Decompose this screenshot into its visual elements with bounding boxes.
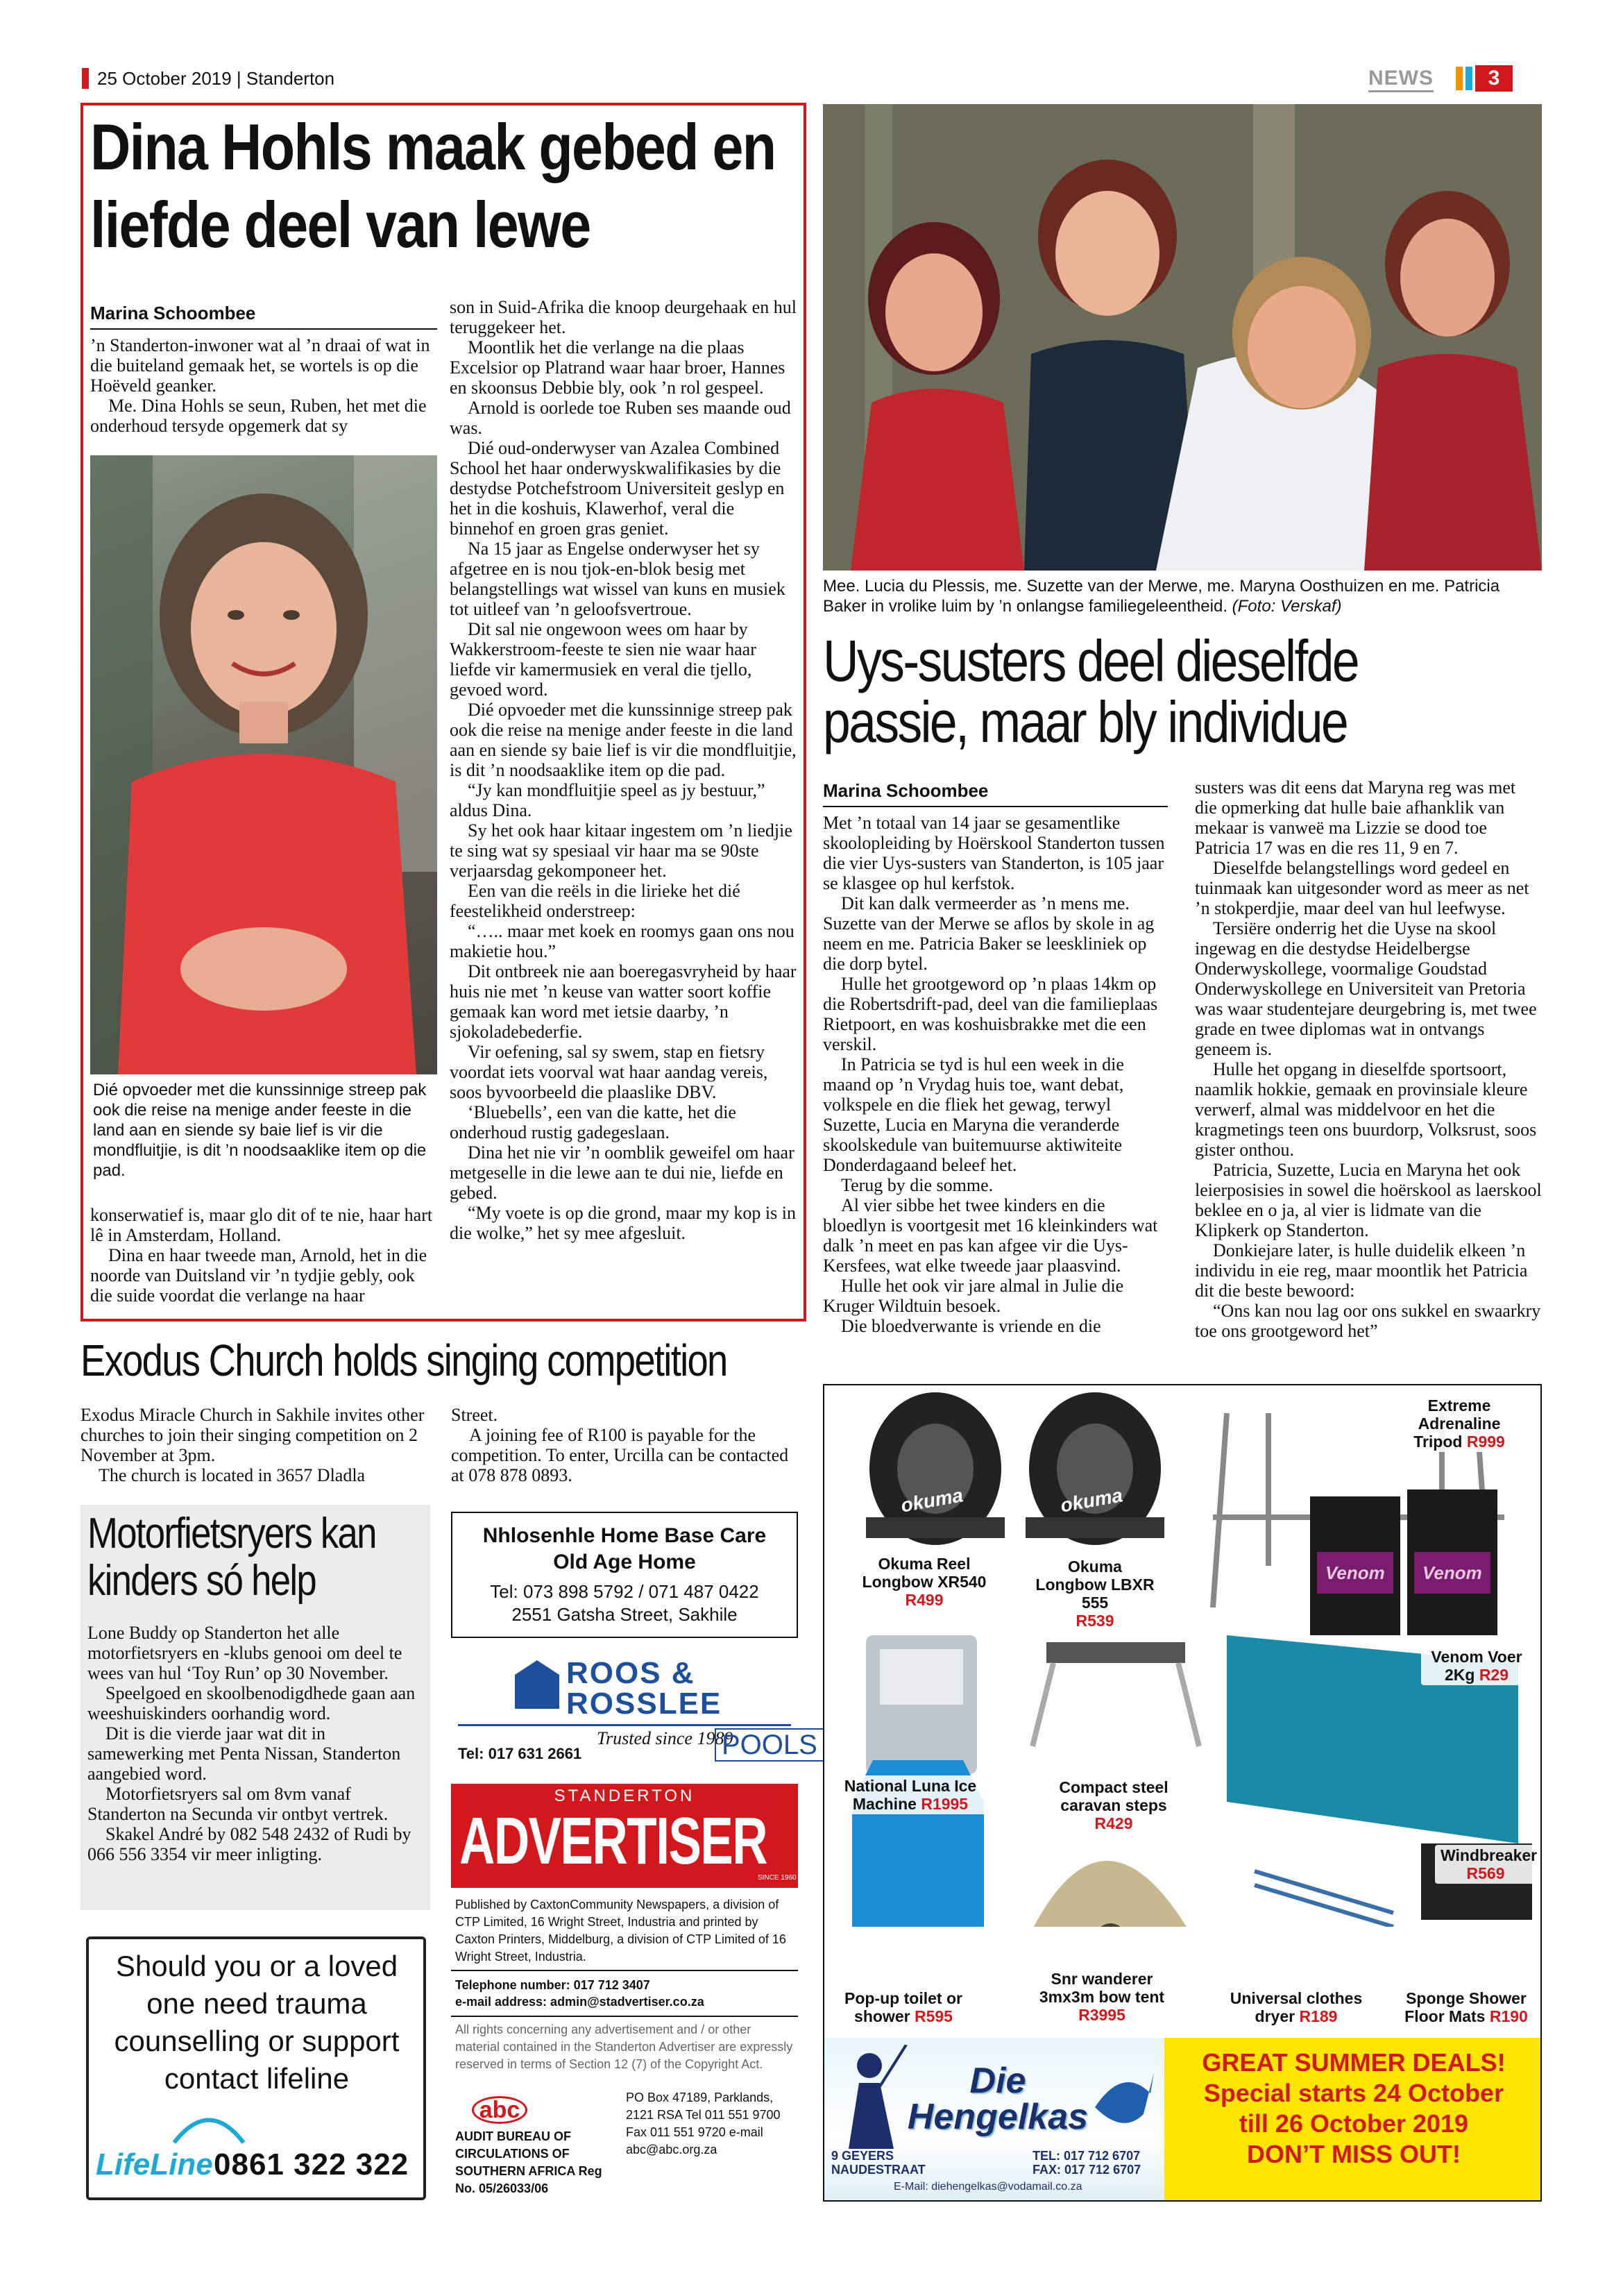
paragraph: Donkiejare later, is hulle duidelik elkeen ’n individu in eie reg, maar moontlik het Patricia dit die beste bewoord: (1195, 1240, 1528, 1301)
article-column-2 (450, 297, 800, 1243)
lifeline-phone[interactable]: 0861 322 322 (214, 2147, 409, 2181)
exodus-column-2 (451, 1405, 802, 1485)
lifeline-message: Should you or a loved one need trauma counselling or support contact lifeline (114, 1950, 400, 2095)
lifeline-arc-icon (171, 2104, 247, 2146)
product-price: R999 (1466, 1433, 1505, 1451)
paragraph: Dit is die vierde jaar wat dit in samewerking met Penta Nissan, Standerton aangebied word. (87, 1723, 401, 1784)
motorfietsryers-body (87, 1623, 423, 1864)
hengelkas-email[interactable]: E-Mail: diehengelkas@vodamail.co.za (894, 2181, 1082, 2193)
hengelkas-address: 9 GEYERS NAUDESTRAAT (831, 2149, 926, 2177)
paragraph: konserwatief is, maar glo dit of te nie, haar hart lê in Amsterdam, Holland. (90, 1205, 433, 1245)
product-label-popup-toilet[interactable] (834, 1988, 973, 2027)
product-label-clothes-dryer[interactable] (1213, 1988, 1379, 2027)
roos-rosslee-ad[interactable] (451, 1655, 817, 1767)
hengelkas-fax: FAX: 017 712 6707 (1033, 2163, 1141, 2177)
roos-pools: POOLS (715, 1728, 824, 1762)
paragraph: Een van die reëls in die lirieke het dié feestelikheid onderstreep: (450, 881, 740, 921)
uys-column-2 (1195, 777, 1542, 1341)
masthead-top: STANDERTON (554, 1787, 695, 1805)
paragraph: Dit sal nie ongewoon wees om haar by Wakkerstroom-feeste te sien nie waar haar liefde vir kamermusiek en veral die tjello, gevoed word. (450, 619, 756, 700)
abc-contact: PO Box 47189, Parklands, 2121 RSA Tel 011 551 9700 Fax 011 551 9720 e-mail abc@abc.org.za (626, 2091, 781, 2156)
product-name: Okuma Longbow LBXR 555 (1035, 1558, 1155, 1612)
article-column-1 (90, 300, 437, 436)
masthead-name: ADVERTISER (459, 1804, 767, 1878)
fisherman-icon (831, 2045, 908, 2149)
product-price: R595 (914, 2007, 953, 2025)
product-name: Universal clothes dryer (1230, 1989, 1363, 2025)
paragraph: A joining fee of R100 is payable for the competition. To enter, Urcilla can be contacted at 078 878 0893. (451, 1425, 789, 1485)
masthead-logo (451, 1784, 798, 1888)
imprint-telephone: Telephone number: 017 712 3407 (455, 1978, 650, 1992)
product-label-caravan-steps[interactable] (1041, 1777, 1187, 1834)
ad-address: 2551 Gatsha Street, Sakhile (511, 1604, 738, 1625)
hengelkas-ad[interactable] (823, 1384, 1542, 2202)
product-price: R499 (905, 1591, 944, 1609)
paragraph: susters was dit eens dat Maryna reg was met die opmerking dat hulle baie afhanklik van mekaar is vanweë ma Lizzie se dood toe Patricia 17 was en die res 11, 9 en 7. (1195, 777, 1516, 858)
paragraph: ‘Bluebells’, een van die katte, het die onderhoud rustig gadegeslaan. (450, 1102, 736, 1142)
paragraph: “Jy kan mondfluitjie speel as jy bestuur,” aldus Dina. (450, 780, 765, 820)
photo-dina-hohls (90, 455, 437, 1074)
product-label-tripod[interactable] (1386, 1395, 1532, 1452)
photo-caption-uys (823, 576, 1542, 616)
deals-headline: GREAT SUMMER DEALS! (1202, 2048, 1506, 2077)
page-number: 3 (1475, 65, 1513, 92)
product-price: R429 (1094, 1814, 1133, 1832)
product-label-floor-mats[interactable] (1393, 1988, 1539, 2027)
paragraph: Al vier sibbe het twee kinders en die bloedlyn is voortgesit met 16 kleinkinders wat dalk ’n meet en pas kan afgee vir die Uys-Kersfees, wat elke tweede jaar plaasvind. (823, 1195, 1158, 1276)
reel-illustration (1026, 1392, 1164, 1545)
hengelkas-logo: Die Hengelkas (907, 2061, 1089, 2137)
paragraph: Patricia, Suzette, Lucia en Maryna het ook leierposisies in sowel die hoërskool as laerskool beklee en o ja, al vier is lidmate van die Klipkerk op Standerton. (1195, 1160, 1542, 1240)
roos-telephone: Tel: 017 631 2661 (458, 1745, 582, 1762)
paragraph: Terug by die somme. (841, 1175, 994, 1195)
headline-exodus: Exodus Church holds singing competition (80, 1335, 727, 1385)
header-date-location: 25 October 2019 | Standerton (97, 68, 335, 89)
group-photo-illustration (823, 104, 1542, 571)
product-price: R1995 (921, 1795, 969, 1813)
paragraph: Vir oefening, sal sy swem, stap en fietsry voordat iets voorval wat haar aandag vereis, soos byvoorbeeld die plaaslike DBV. (450, 1042, 768, 1102)
reel-brand-text: okuma (1058, 1484, 1125, 1517)
product-label-reel-xr540[interactable] (848, 1553, 1001, 1610)
article-column-1-continued (90, 1205, 437, 1306)
paragraph: Tersiëre onderrig het die Uyse na skool ingewag en die destydse Heidelbergse Onderwyskollege, voormalige Goudstad Onderwyskollege en Universiteit van Pretoria was waar studentejare deurgebring is, met twee grade en twee diplomas wat in ontvangs geneem is. (1195, 918, 1537, 1059)
headline-motorfietsryers: Motorfietsryers kan kinders só help (87, 1510, 376, 1605)
hengelkas-tel: TEL: 017 712 6707 (1033, 2149, 1141, 2163)
product-price: R539 (1076, 1612, 1114, 1630)
paragraph: Speelgoed en skoolbenodigdhede gaan aan weeshuiskinders oorhandig word. (87, 1683, 416, 1723)
imprint-rights: All rights concerning any advertisement and / or other material contained in the Standerton Advertiser are expressly reserved in terms of Section 12 (7) of the Copyright Act. (455, 2023, 793, 2071)
product-label-ice-machine[interactable] (834, 1775, 987, 1814)
roos-name-line2: ROSSLEE (566, 1687, 722, 1721)
product-name: Extreme Adrenaline Tripod (1413, 1396, 1501, 1451)
header-color-block (1465, 67, 1472, 90)
product-name: Venom Voer 2Kg (1431, 1648, 1522, 1684)
paragraph: Dit kan dalk vermeerder as ’n mens me. Suzette van der Merwe se aflos by skole in ag neem en me. Patricia Baker se leeskliniek op die dorp bytel. (823, 893, 1155, 974)
product-name: National Luna Ice Machine (844, 1777, 977, 1813)
paragraph: “My voete is op die grond, maar my kop is in die wolke,” het sy mee afgesluit. (450, 1203, 796, 1243)
tent-illustration (1012, 1861, 1213, 1927)
imprint-published: Published by CaxtonCommunity Newspapers, a division of CTP Limited, 16 Wright Street, Industria and printed by Caxton Printers, Middelburg, a division of CTP Limited of 16 Wright Street, Industria. (455, 1898, 786, 1964)
paragraph: Dié oud-onderwyser van Azalea Combined School het haar onderwyskwalifikasies by die destydse Potchefstroom Universiteit geslyp en het in die koshuis, Klawerhof, veral die binnehof en groen gras geniet. (450, 438, 785, 539)
byline: Marina Schoombee (90, 300, 437, 330)
paragraph: Moontlik het die verlange na die plaas Excelsior op Platrand waar haar broer, Hannes en skoonsus Debbie bly, ook ’n rol gespeel. (450, 337, 785, 398)
product-label-tent[interactable] (1019, 1968, 1185, 2025)
bag-brand-text: Venom (1422, 1562, 1482, 1583)
header-color-block (1456, 67, 1463, 90)
product-label-reel-lbxr555[interactable] (1026, 1556, 1164, 1631)
ice-machine-illustration (866, 1635, 977, 1774)
article-dina-hohls (80, 103, 806, 1322)
product-price: R569 (1466, 1864, 1505, 1882)
product-label-windbreaker[interactable] (1435, 1845, 1536, 1884)
roos-name-line1: ROOS & (566, 1656, 695, 1690)
product-price: R3995 (1078, 2006, 1125, 2024)
header-red-marker (82, 68, 89, 89)
lifeline-ad[interactable] (86, 1936, 426, 2200)
paragraph: Skakel André by 082 548 2432 of Rudi by 066 556 3354 vir meer inligting. (87, 1824, 411, 1864)
paragraph: Dina het nie vir ’n oomblik geweifel om haar metgeselle in die lewe aan te dui nie, liefde en gebed. (450, 1142, 794, 1203)
photo-credit: (Foto: Verskaf) (1232, 597, 1342, 616)
imprint-email: e-mail address: admin@stadvertiser.co.za (455, 1995, 704, 2009)
product-price: R190 (1489, 2007, 1528, 2025)
paragraph: “….. maar met koek en roomys gaan ons nou makietie hou.” (450, 921, 794, 961)
headline: Dina Hohls maak gebed en liefde deel van lewe (90, 110, 776, 261)
paragraph: ’n Standerton-inwoner wat al ’n draai of wat in die buiteland gemaak het, se wortels is op die Hoëveld geanker. (90, 335, 430, 396)
paragraph: Me. Dina Hohls se seun, Ruben, het met die onderhoud tersyde opgemerk dat sy (90, 396, 427, 436)
ad-telephone: Tel: 073 898 5792 / 071 487 0422 (490, 1581, 759, 1602)
product-price: R189 (1299, 2007, 1338, 2025)
masthead-since: SINCE 1960 (758, 1874, 797, 1882)
paragraph: son in Suid-Afrika die knoop deurgehaak en hul teruggekeer het. (450, 297, 797, 337)
byline: Marina Schoombee (823, 777, 1168, 807)
imprint-box (451, 1784, 798, 2200)
paragraph: Sy het ook haar kitaar ingestem om ’n liedjie te sing wat sy spesiaal vir haar ma se 90ste verjaarsdag gekomponeer het. (450, 820, 792, 881)
paragraph: Arnold is oorlede toe Ruben ses maande oud was. (450, 398, 791, 438)
roos-tagline: Trusted since 1989 (597, 1728, 733, 1748)
paragraph: Hulle het ook vir jare almal in Julie die Kruger Wildtuin besoek. (823, 1276, 1124, 1316)
deals-cta: DON’T MISS OUT! (1247, 2140, 1461, 2168)
paragraph: Street. (451, 1405, 498, 1425)
reel-brand-text: okuma (899, 1484, 965, 1517)
header-bar (82, 65, 1542, 93)
ad-subtitle: Old Age Home (553, 1551, 696, 1573)
paragraph: Dit ontbreek nie aan boeregasvryheid by haar huis nie met ’n keuse van watter soort koffie gemaak kan word met ietsie daarby, ’n sjokoladebederfie. (450, 961, 797, 1042)
product-name: Sponge Shower Floor Mats (1404, 1989, 1527, 2025)
headline-uys-sisters: Uys-susters deel dieselfde passie, maar bly individue (823, 628, 1359, 754)
roos-logo-icon (515, 1660, 559, 1709)
photo-uys-sisters (823, 104, 1542, 571)
nhlosenhle-ad[interactable] (451, 1512, 798, 1638)
portrait-illustration (90, 455, 437, 1074)
product-name: Pop-up toilet or shower (844, 1989, 962, 2025)
uys-column-1 (823, 777, 1168, 1336)
product-label-venom-voer[interactable] (1421, 1646, 1532, 1685)
ad-title: Nhlosenhle Home Base Care (482, 1524, 767, 1547)
paragraph: Hulle het grootgeword op ’n plaas 14km op die Robertsdrift-pad, deel van die familieplaas Rietpoort, en was koshuisbrakke met die een verskil. (823, 974, 1158, 1054)
caravan-steps-illustration (1033, 1642, 1199, 1746)
abc-logo: abc (472, 2096, 527, 2124)
hengelkas-logo-panel (824, 2038, 1164, 2202)
bag-brand-text: Venom (1325, 1562, 1385, 1583)
caption-text: Mee. Lucia du Plessis, me. Suzette van der Merwe, me. Maryna Oosthuizen en me. Patricia Baker in vrolike luim by ’n onlangse familiegeleentheid. (823, 577, 1500, 616)
clothes-dryer-illustration (1255, 1871, 1393, 1927)
photo-caption: Dié opvoeder met die kunssinnige streep pak ook die reise na menige ander feeste in die land aan en siende sy baie lief is vir die mondfluitjie, is dit ’n noodsaaklike item op die pad. (93, 1081, 427, 1180)
summer-deals-panel (1164, 2038, 1542, 2202)
product-name: Windbreaker (1441, 1846, 1538, 1864)
paragraph: Exodus Miracle Church in Sakhile invites other churches to join their singing competition on 2 November at 3pm. (80, 1405, 425, 1465)
imprint-divider (451, 2016, 798, 2017)
exodus-column-1 (80, 1405, 427, 1485)
reel-illustration (866, 1392, 1005, 1545)
paragraph: Dieselfde belangstellings word gedeel en tuinmaak kan uitgesonder word as meer as net ’n stokperdjie, maar deel van hul leefwyse. (1195, 858, 1529, 918)
marlin-fish-icon (1088, 2052, 1157, 2142)
abc-text: AUDIT BUREAU OF CIRCULATIONS OF SOUTHERN AFRICA Reg No. 05/26033/06 (455, 2129, 602, 2195)
header-section: NEWS (1368, 67, 1434, 92)
roos-divider (458, 1724, 791, 1726)
imprint-divider (451, 1970, 798, 1971)
paragraph: Dié opvoeder met die kunssinnige streep pak ook die reise na menige ander feeste in die land aan en siende sy baie lief is vir die mondfluitjie, is dit ’n noodsaaklike item op die pad. (450, 700, 797, 780)
paragraph: In Patricia se tyd is hul een week in die maand op ’n Vrydag huis toe, want debat, volkspele en die fliek het gewag, terwyl Suzette, Lucia en Maryna die veranderde skoolskedule van buitemuurse aktiwiteite Donderdagaand beleef het. (823, 1054, 1124, 1175)
paragraph: “Ons kan nou lag oor ons sukkel en swaarkry toe ons grootgeword het” (1195, 1301, 1541, 1341)
paragraph: Dina en haar tweede man, Arnold, het in die noorde van Duitsland vir ’n tydjie gebly, ook die suide voordat die verlange na haar (90, 1245, 427, 1306)
product-price: R29 (1479, 1666, 1509, 1684)
product-name: Okuma Reel Longbow XR540 (862, 1555, 987, 1591)
paragraph: Motorfietsryers sal om 8vm vanaf Standerton na Secunda vir ontbyt vertrek. (87, 1784, 389, 1824)
paragraph: Na 15 jaar as Engelse onderwyser het sy afgetree en is nou tjok-en-blok besig met belangstellings wat wissel van kuns en musiek tot uitleef van ’n geloofsvertroue. (450, 539, 785, 619)
product-name: Snr wanderer 3mx3m bow tent (1039, 1970, 1165, 2006)
paragraph: The church is located in 3657 Dladla (99, 1465, 366, 1485)
lifeline-logo: LifeLine (96, 2147, 213, 2181)
deals-dates: Special starts 24 October till 26 October 2019 (1203, 2079, 1504, 2138)
paragraph: Hulle het opgang in dieselfde sportsoort, naamlik hokkie, gemaak en provinsiale kleure verwerf, almal was middelvoor en het die kragmetings teen ons buurdorp, Volksrust, soos gister onthou. (1195, 1059, 1537, 1160)
article-motorfietsryers (80, 1505, 430, 1910)
paragraph: Lone Buddy op Standerton het alle motorfietsryers en -klubs genooi om deel te wees van hul ‘Toy Run’ op 30 November. (87, 1623, 402, 1683)
product-name: Compact steel caravan steps (1059, 1778, 1169, 1814)
paragraph: Met ’n totaal van 14 jaar se gesamentlike skoolopleiding by Hoërskool Standerton tussen die vier Uys-susters van Standerton, is 105 jaar se klasgee op hul kerfstok. (823, 813, 1165, 893)
paragraph: Die bloedverwante is vriende en die (841, 1316, 1101, 1336)
